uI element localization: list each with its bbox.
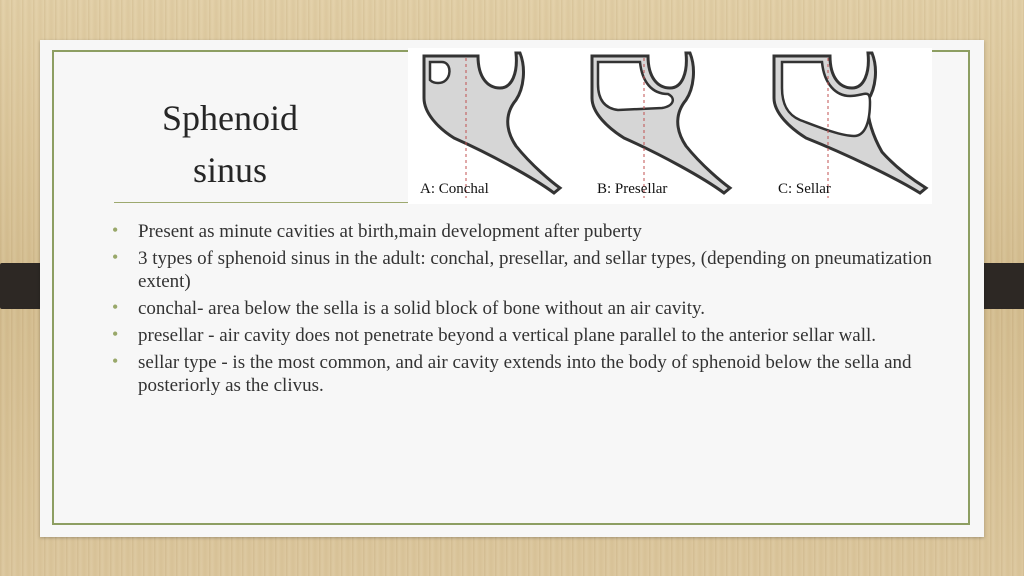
- presellar-diagram: [592, 53, 730, 198]
- slide-title: [140, 92, 320, 196]
- list-item: • Present as minute cavities at birth,main development after puberty: [112, 220, 642, 242]
- figure-label-presellar: B: Presellar: [597, 181, 668, 197]
- sellar-diagram: [774, 53, 926, 198]
- bullet-dot-icon: •: [112, 220, 119, 240]
- list-item: • 3 types of sphenoid sinus in the adult: conchal, presellar, and sellar types, (depending on pneumatization extent): [112, 247, 932, 292]
- conchal-diagram: [424, 53, 560, 198]
- list-item: • presellar - air cavity does not penetrate beyond a vertical plane parallel to the anterior sellar wall.: [112, 324, 877, 346]
- title-line-2: sinus: [192, 150, 268, 190]
- title-line-1: Sphenoid: [161, 98, 298, 138]
- bullet-dot-icon: •: [112, 297, 119, 317]
- list-item: • sellar type - is the most common, and air cavity extends into the body of sphenoid below the sella and posteriorly as the clivus.: [112, 351, 912, 396]
- list-item: • conchal- area below the sella is a solid block of bone without an air cavity.: [112, 297, 705, 319]
- conchal-small-cavity: [430, 62, 449, 83]
- bullet-list: [112, 220, 932, 401]
- bullet-dot-icon: •: [112, 324, 119, 344]
- bullet-dot-icon: •: [112, 351, 119, 371]
- figure-label-conchal: A: Conchal: [420, 181, 489, 197]
- bullet-dot-icon: •: [112, 247, 119, 267]
- figure-label-sellar: C: Sellar: [778, 181, 831, 197]
